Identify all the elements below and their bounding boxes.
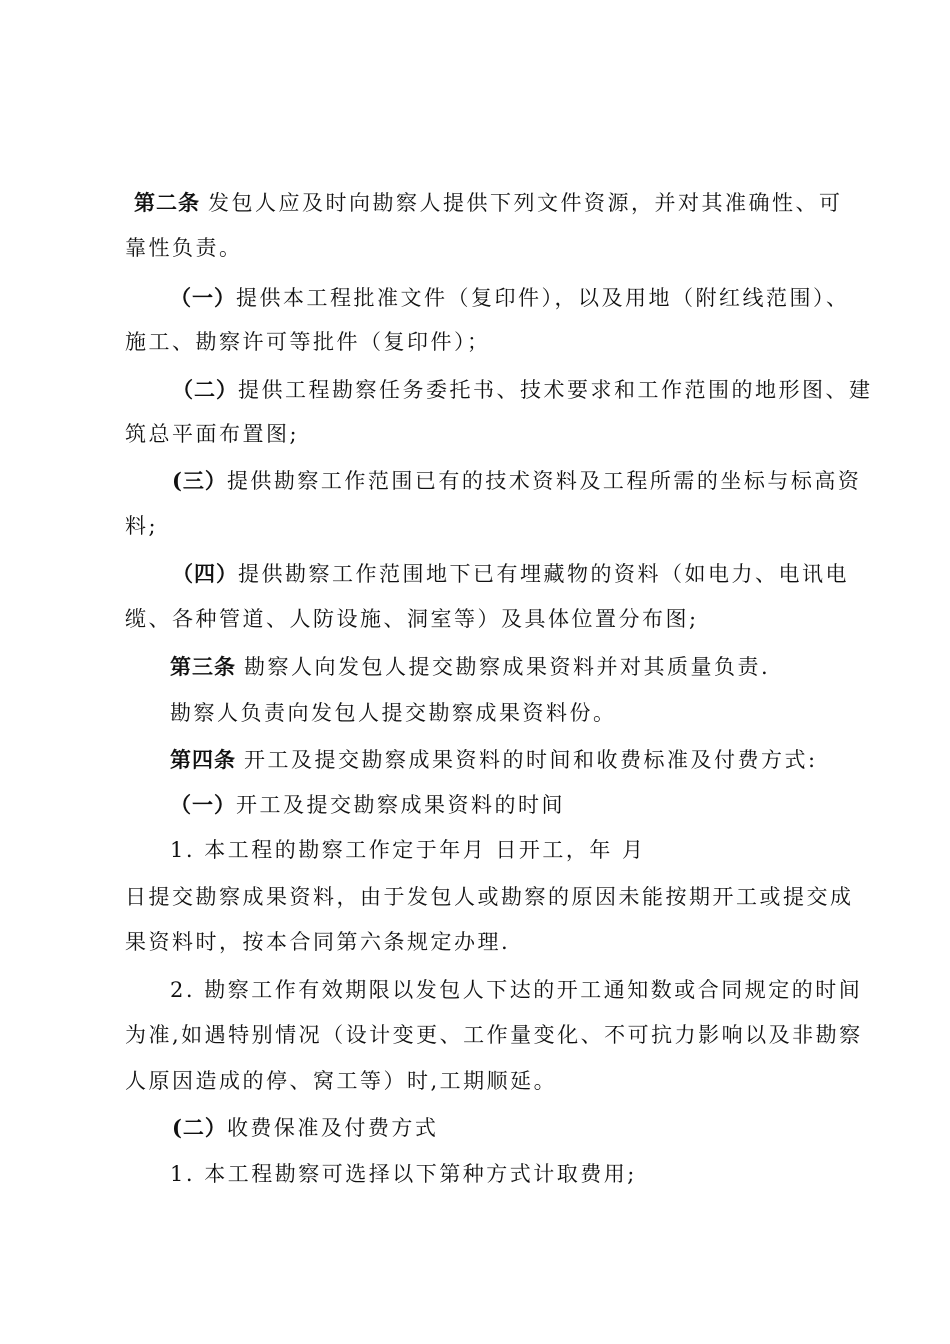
article-2-text: 发包人应及时向勘察人提供下列文件资源，并对其准确性、可 <box>208 191 843 215</box>
item-2-line-1 <box>172 377 873 403</box>
item-3-line-2: 料; <box>125 514 159 538</box>
item-3-line-1 <box>172 468 861 494</box>
item-4-line-1 <box>172 561 849 587</box>
article-3-line-1 <box>170 654 770 680</box>
section-1-heading <box>170 792 565 818</box>
article-3-text: 勘察人向发包人提交勘察成果资料并对其质量负责. <box>244 655 771 679</box>
item-3-label: (三） <box>172 468 227 493</box>
item-4-label: （四） <box>172 561 238 586</box>
item-2-label: （二） <box>172 377 238 402</box>
item-1-line-1 <box>170 285 850 311</box>
para-1-line-3: 果资料时，按本合同第六条规定办理. <box>125 930 511 954</box>
section-2-text: 收费保准及付费方式 <box>226 1116 439 1140</box>
article-3-line-2: 勘察人负责向发包人提交勘察成果资料份。 <box>170 701 617 725</box>
item-1-label: （一） <box>170 285 236 310</box>
item-1-line-2: 施工、勘察许可等批件（复印件）； <box>125 330 491 354</box>
section-1-text: 开工及提交勘察成果资料的时间 <box>236 793 565 817</box>
article-2-label: 第二条 <box>134 190 200 215</box>
para-3-line-1: 1. 本工程勘察可选择以下第种方式计取费用; <box>170 1162 637 1186</box>
para-2-line-3: 人原因造成的停、窝工等）时,工期顺延。 <box>125 1069 558 1093</box>
item-4-text: 提供勘察工作范围地下已有埋藏物的资料（如电力、电讯电 <box>238 562 849 586</box>
item-1-text: 提供本工程批准文件（复印件），以及用地（附红线范围）、 <box>236 286 850 310</box>
para-1-line-2: 日提交勘察成果资料，由于发包人或勘察的原因未能按期开工或提交成 <box>125 885 854 909</box>
article-4-label: 第四条 <box>170 747 236 772</box>
item-3-text: 提供勘察工作范围已有的技术资料及工程所需的坐标与标高资 <box>226 469 862 493</box>
para-2-line-1: 2. 勘察工作有效期限以发包人下达的开工通知数或合同规定的时间 <box>170 978 863 1002</box>
item-2-text: 提供工程勘察任务委托书、技术要求和工作范围的地形图、建 <box>238 378 873 402</box>
para-1-line-1: 1. 本工程的勘察工作定于年月 日开工，年 月 <box>170 838 646 862</box>
article-4-line-1 <box>170 747 818 773</box>
section-1-label: （一） <box>170 792 236 817</box>
section-2-label: (二） <box>172 1115 227 1140</box>
article-2-line-1 <box>134 190 843 216</box>
article-2-line-2: 靠性负责。 <box>125 236 243 260</box>
item-4-line-2: 缆、各种管道、人防设施、洞室等）及具体位置分布图; <box>125 607 699 631</box>
article-4-text: 开工及提交勘察成果资料的时间和收费标准及付费方式: <box>244 748 818 772</box>
para-2-line-2: 为准,如遇特别情况（设计变更、工作量变化、不可抗力影响以及非勘察 <box>125 1023 863 1047</box>
article-3-label: 第三条 <box>170 654 236 679</box>
section-2-heading <box>172 1115 438 1141</box>
item-2-line-2: 筑总平面布置图; <box>125 422 300 446</box>
